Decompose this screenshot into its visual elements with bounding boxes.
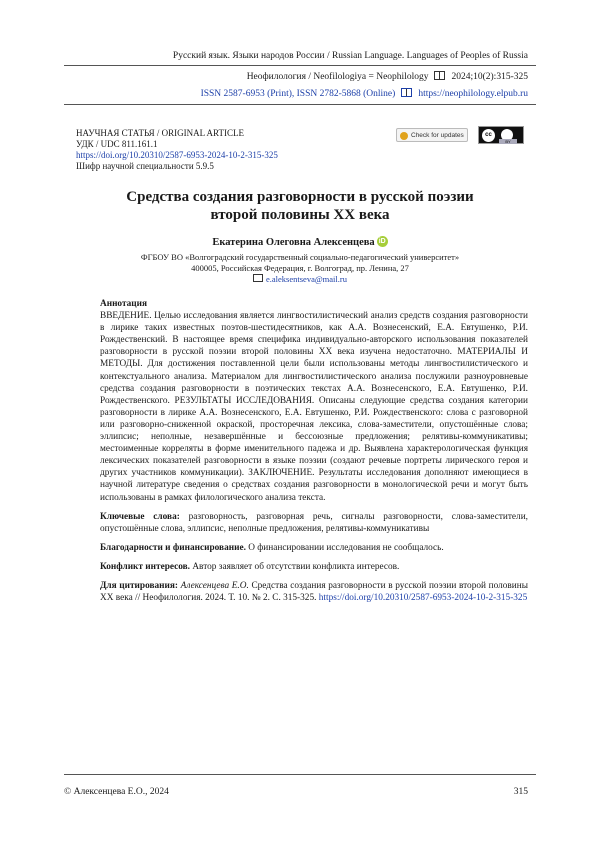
issn-text: ISSN 2587-6953 (Print), ISSN 2782-5868 (Online) [200,89,396,99]
funding-label: Благодарности и финансирование. [100,542,246,553]
envelope-icon [253,274,263,282]
citation [100,580,528,604]
affiliation [64,252,536,285]
keywords-label: Ключевые слова: [100,511,180,522]
check-updates-label: Check for updates [411,132,464,139]
abstract-heading: Аннотация [100,299,148,309]
header-rule-bottom [64,104,536,105]
cc-by-license-badge[interactable] [478,126,524,144]
author-name: Екатерина Олеговна Алексенцева [212,237,375,248]
funding-text: О финансировании исследования не сообщалось. [248,542,444,553]
check-updates-icon [400,132,408,140]
citation-text: Средства создания разговорности в русской поэзии второй половины XX века // Неофилология. 2024. Т. 10. № 2. С. 315-325. [100,580,528,604]
affiliation-address: 400005, Российская Федерация, г. Волгоград, пр. Ленина, 27 [191,263,409,273]
cc-icon: cc [482,129,495,142]
book-icon [401,88,412,97]
journal-series-line: Русский язык. Языки народов России / Russian Language. Languages of Peoples of Russia [172,51,528,61]
issn-line [64,88,528,100]
title-line-2: второй половины XX века [210,207,390,223]
udc: УДК / UDC 811.161.1 [76,139,158,149]
citation-line [64,71,528,83]
conflict-label: Конфликт интересов. [100,561,191,572]
funding [100,542,528,554]
conflict-of-interest [100,561,528,573]
citation-author: Алексенцева Е.О. [180,580,249,591]
author-line [64,236,536,248]
abstract-text: ВВЕДЕНИЕ. Целью исследования является лингвостилистический анализ средств создания разговорности в лирике таких известных поэтов-шестидесятников, как А.А. Вознесенский, Е.А. Евтушенко, Р.И. Рождественский. В настоящее время специфика индивидуально-авторского использования показателей разговорности в русской поэзии второй половины XX века изучена недостаточно. МАТЕРИАЛЫ И МЕТОДЫ. Для достижения поставленной цели были использованы методы лингвостилистического и контекстуального анализа. Материалом для лингвостилистического анализа послужили разноуровневые средства создания разговорности в поэтических текстах А.А. Вознесенского, Е.А. Евтушенко, Р.И. Рождественского. РЕЗУЛЬТАТЫ ИССЛЕДОВАНИЯ. Описаны следующие средства создания категории разговорности в лирике А.А. Вознесенского, Е.А. Евтушенко, Р.И. Рождественского: слова с разговорной или разговорно-сниженной окраской, просторечная лексика, слова-заместители, опустошённые слова; эллипсис; неполные, незавершённые и бессоюзные предложения; релятивы-коммуникативы; местоименные корреляты в форме именительного падежа и др. Выявлена характерологическая функция лексических показателей разговорности в языке поэзии (создают речевые портреты лирического героя и других участников коммуникации). ЗАКЛЮЧЕНИЕ. Результаты исследования дополняют имеющиеся в научной литературе сведения о средствах создания разговорности в монологической речи и могут быть использованы в рамках филологического анализа текста. [100,311,528,503]
citation-doi-link[interactable]: https://doi.org/10.20310/2587-6953-2024-10-2-315-325 [318,593,528,604]
citation-label: Для цитирования: [100,580,179,591]
keywords-text: разговорность, разговорная речь, сигналы разговорности, слова-заместители, опустошённые слова, эллипсис, неполные предложения, релятивы-коммуникативы [100,511,528,534]
conflict-text: Автор заявляет об отсутствии конфликта интересов. [192,561,400,572]
footer-rule [64,774,536,775]
doi-link[interactable]: https://doi.org/10.20310/2587-6953-2024-10-2-315-325 [76,150,278,160]
copyright: © Алексенцева Е.О., 2024 [64,787,169,797]
keywords [100,511,528,535]
affiliation-institution: ФГБОУ ВО «Волгоградский государственный социально-педагогический университет» [140,252,460,262]
page-number: 315 [513,787,528,797]
email-link[interactable]: e.aleksentseva@mail.ru [266,274,347,284]
article-meta [76,128,278,172]
issue-info: 2024;10(2):315-325 [451,72,528,82]
journal-url-link[interactable]: https://neophilology.elpub.ru [418,89,528,99]
orcid-icon[interactable]: iD [378,238,386,245]
title-line-1: Средства создания разговорности в русской поэзии [126,189,474,205]
abstract-block [100,298,528,611]
article-title [64,188,536,224]
email-line [64,274,536,285]
specialty-code: Шифр научной специальности 5.9.5 [76,161,214,171]
header-rule [64,65,536,66]
check-for-updates-button[interactable] [396,128,468,142]
article-type: НАУЧНАЯ СТАТЬЯ / ORIGINAL ARTICLE [76,128,244,138]
journal-name: Неофилология / Neofilologiya = Neophilology [246,72,429,82]
by-label: BY [499,139,517,144]
book-icon [434,71,445,80]
